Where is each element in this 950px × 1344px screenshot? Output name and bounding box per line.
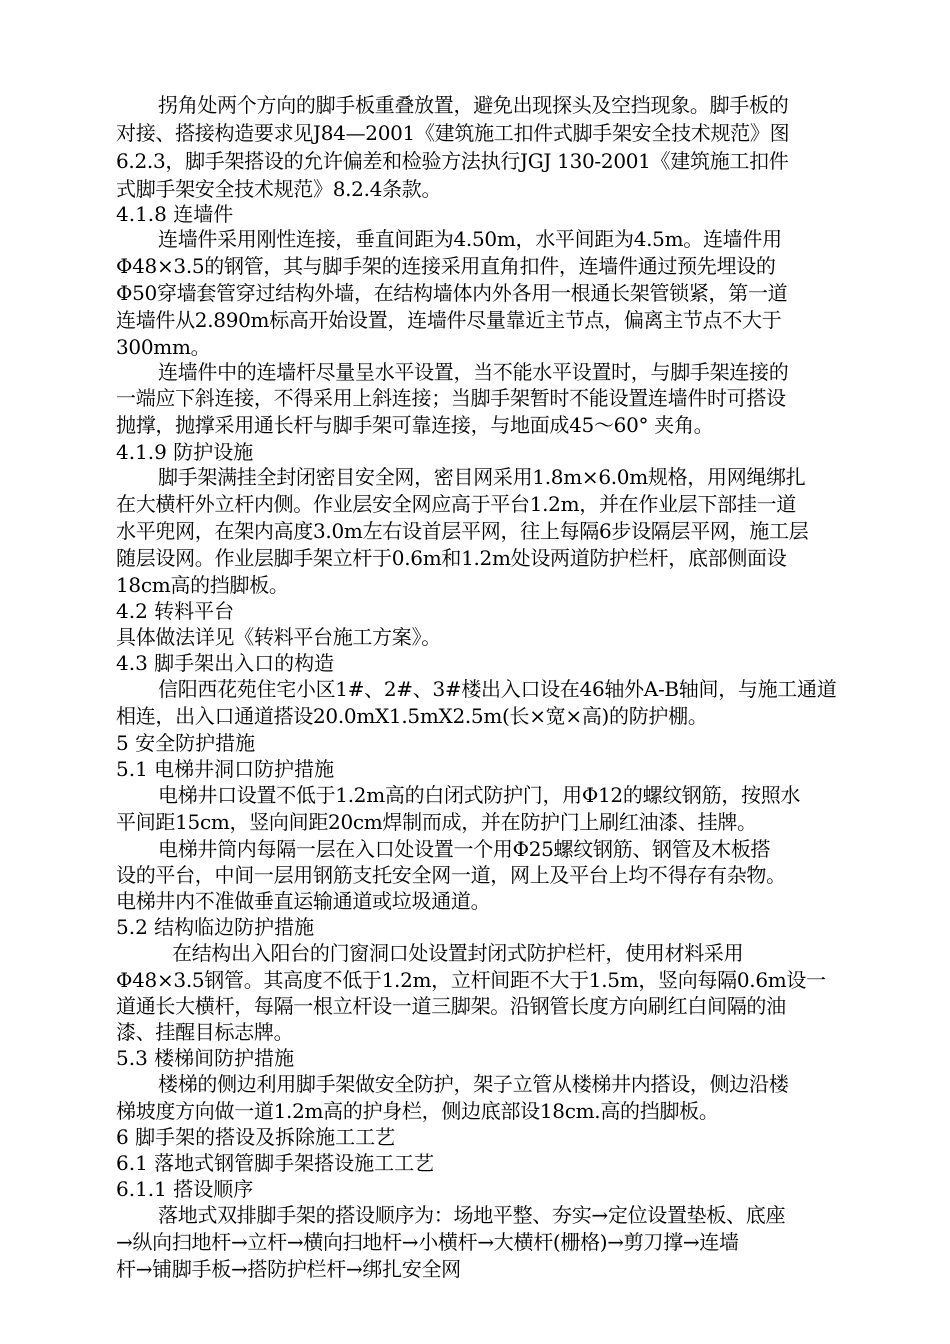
paragraph-line: 杆→铺脚手板→搭防护栏杆→绑扎安全网 [116, 1257, 461, 1281]
paragraph-line: 漆、挂醒目标志牌。 [116, 1020, 294, 1044]
paragraph-line: 在结构出入阳台的门窗洞口处设置封闭式防护栏杆，使用材料采用 [172, 941, 744, 965]
paragraph-line: 楼梯的侧边利用脚手架做安全防护，架子立管从楼梯井内搭设，侧边沿楼 [158, 1072, 789, 1096]
paragraph-line: 连墙件中的连墙杆尽量呈水平设置，当不能水平设置时，与脚手架连接的 [158, 360, 789, 384]
paragraph-line: 6.2.3，脚手架搭设的允许偏差和检验方法执行JGJ 130-2001《建筑施工扣件 [116, 149, 789, 173]
paragraph-line: 电梯井口设置不低于1.2m高的白闭式防护门，用Φ12的螺纹钢筋，按照水 [158, 783, 801, 807]
paragraph-line: 对接、搭接构造要求见J84—2001《建筑施工扣件式脚手架安全技术规范》图 [116, 121, 790, 145]
paragraph-line: 信阳西花苑住宅小区1#、2#、3#楼出入口设在46轴外A-B轴间，与施工通道 [158, 677, 837, 701]
paragraph-line: Φ48×3.5的钢管，其与脚手架的连接采用直角扣件，连墙件通过预先埋设的 [116, 254, 776, 278]
paragraph-line: 落地式双排脚手架的搭设顺序为：场地平整、夯实→定位设置垫板、底座 [158, 1203, 786, 1227]
paragraph-line: 设的平台，中间一层用钢筋支托安全网一道，网上及平台上均不得存有杂物。 [116, 863, 786, 887]
section-heading-5-3: 5.3 楼梯间防护措施 [116, 1046, 295, 1070]
paragraph-line: Φ48×3.5钢管。其高度不低于1.2m，立杆间距不大于1.5m，竖向每隔0.6m设一 [116, 968, 826, 992]
section-heading-6-1-1: 6.1.1 搭设顺序 [116, 1177, 254, 1201]
paragraph-line: Φ50穿墙套管穿过结构外墙，在结构墙体内外各用一根通长架管锁紧，第一道 [116, 281, 788, 305]
section-heading-5: 5 安全防护措施 [116, 731, 256, 755]
section-heading-6: 6 脚手架的搭设及拆除施工工艺 [116, 1125, 396, 1149]
section-heading-4-2: 4.2 转料平台 [116, 599, 235, 623]
paragraph-line: →纵向扫地杆→立杆→横向扫地杆→小横杆→大横杆(栅格)→剪刀撑→连墙 [116, 1230, 739, 1254]
paragraph-line: 抛撑，抛撑采用通长杆与脚手架可靠连接，与地面成45～60° 夹角。 [116, 413, 714, 437]
paragraph-line: 电梯井筒内每隔一层在入口处设置一个用Φ25螺纹钢筋、钢管及木板搭 [158, 837, 771, 861]
paragraph-line: 在大横杆外立杆内侧。作业层安全网应高于平台1.2m，并在作业层下部挂一道 [116, 492, 796, 516]
section-heading-5-1: 5.1 电梯井洞口防护措施 [116, 757, 335, 781]
section-heading-5-2: 5.2 结构临边防护措施 [116, 915, 315, 939]
paragraph-line: 随层设网。作业层脚手架立杆于0.6m和1.2m处设两道防护栏杆，底部侧面设 [116, 546, 787, 570]
paragraph-line: 脚手架满挂全封闭密目安全网，密目网采用1.8m×6.0m规格，用网绳绑扎 [158, 465, 806, 489]
paragraph-line: 连墙件从2.890m标高开始设置，连墙件尽量靠近主节点，偏离主节点不大于 [116, 308, 782, 332]
paragraph-line: 道通长大横杆，每隔一根立杆设一道三脚架。沿钢管长度方向刷红白间隔的油 [116, 994, 786, 1018]
paragraph-line: 平间距15cm，竖向间距20cm焊制而成，并在防护门上刷红油漆、挂牌。 [116, 810, 757, 834]
paragraph-line: 18cm高的挡脚板。 [116, 573, 289, 597]
paragraph-line: 式脚手架安全技术规范》8.2.4条款。 [116, 177, 442, 201]
paragraph-line: 水平兜网，在架内高度3.0m左右设首层平网，往上每隔6步设隔层平网，施工层 [116, 519, 809, 543]
paragraph-line: 一端应下斜连接，不得采用上斜连接；当脚手架暂时不能设置连墙件时可搭设 [116, 386, 786, 410]
paragraph-line: 相连，出入口通道搭设20.0mX1.5mX2.5m(长×宽×高)的防护棚。 [116, 704, 708, 728]
section-heading-4-1-8: 4.1.8 连墙件 [116, 202, 234, 226]
paragraph-line: 拐角处两个方向的脚手板重叠放置，避免出现探头及空挡现象。脚手板的 [158, 93, 789, 117]
paragraph-line: 梯坡度方向做一道1.2m高的护身栏，侧边底部设18cm.高的挡脚板。 [116, 1099, 719, 1123]
section-heading-4-3: 4.3 脚手架出入口的构造 [116, 651, 335, 675]
paragraph-line: 具体做法详见《转料平台施工方案》。 [116, 625, 441, 649]
section-heading-4-1-9: 4.1.9 防护设施 [116, 440, 254, 464]
paragraph-line: 300mm。 [116, 335, 211, 359]
section-heading-6-1: 6.1 落地式钢管脚手架搭设施工工艺 [116, 1151, 435, 1175]
paragraph-line: 连墙件采用刚性连接，垂直间距为4.50m，水平间距为4.5m。连墙件用 [158, 227, 782, 251]
paragraph-line: 电梯井内不准做垂直运输通道或垃圾通道。 [116, 889, 491, 913]
